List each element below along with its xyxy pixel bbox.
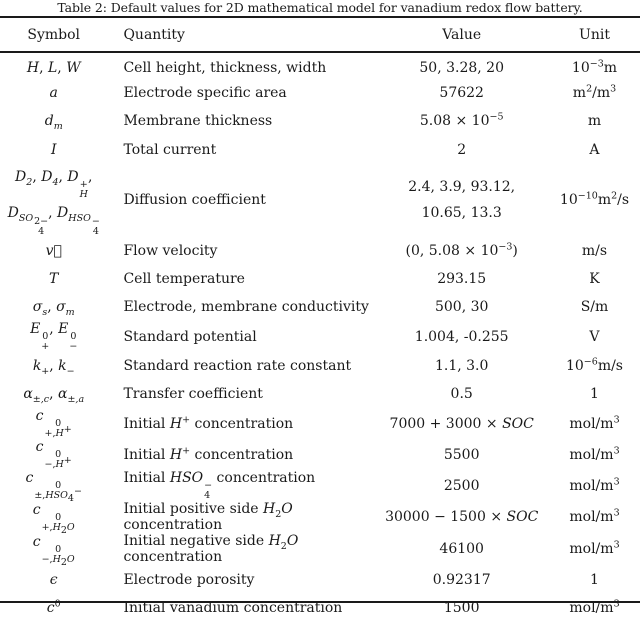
symbol-cell: c 0 $\pm,HSO_4^-$ <box>25 470 82 505</box>
quantity-cell: Initial positive side $H_2O$ concentration <box>123 501 293 534</box>
symbol-cell: I <box>50 141 57 158</box>
quantity-cell: Initial negative side $H_2O$ concentration <box>123 533 299 566</box>
value-cell: 1.1, 3.0 <box>434 358 489 375</box>
value-cell: 293.15 <box>437 270 487 287</box>
quantity-cell: Total current <box>123 141 217 158</box>
table-row <box>0 408 640 439</box>
quantity-cell: Initial vanadium concentration <box>123 599 343 616</box>
unit-cell: mol/$m^3$ <box>569 598 620 616</box>
value-cell: 2500 <box>443 477 480 494</box>
symbol-cell: a <box>49 85 58 102</box>
table-row <box>0 470 640 501</box>
symbol-cell: $k_+$, $k_-$ <box>32 358 75 377</box>
quantity-cell: Diffusion coefficient <box>123 192 266 209</box>
table-row <box>0 136 640 164</box>
unit-cell: mol/$m^3$ <box>569 507 620 526</box>
table-row <box>0 79 640 107</box>
table-row <box>0 594 640 622</box>
unit-cell: 1 <box>590 386 599 403</box>
unit-cell: mol/$m^3$ <box>569 414 620 432</box>
value-cell: 1.004, -0.255 <box>414 328 509 345</box>
table-row <box>0 439 640 470</box>
symbol-cell: $\sigma_s$, $\sigma_m$ <box>32 299 75 318</box>
symbol-cell: c 0 $-,H_2O$ <box>32 533 75 568</box>
symbol-cell: H, L, W <box>26 60 81 77</box>
table-row <box>0 164 640 237</box>
unit-cell: $m^2/m^3$ <box>572 83 617 102</box>
header-unit: Unit <box>579 26 610 43</box>
symbol-cell: c 0 $+,H_2O$ <box>32 501 75 536</box>
table-row <box>0 565 640 593</box>
table-row <box>0 237 640 265</box>
header-value: Value <box>442 26 482 43</box>
symbol-cell: ϵ <box>49 571 58 588</box>
value-cell: 57622 <box>439 85 484 102</box>
value-cell: 5500 <box>443 446 480 463</box>
table-row <box>0 380 640 408</box>
quantity-cell: Standard potential <box>123 328 257 345</box>
value-cell: 1500 <box>443 599 480 616</box>
unit-cell: $10^{-6}m/s$ <box>565 356 623 375</box>
symbol-cell: c 0 −,H+ <box>35 439 72 471</box>
unit-cell: K <box>589 270 600 287</box>
value-line-2: 10.65, 13.3 <box>421 205 502 222</box>
table-row <box>0 51 640 79</box>
value-cell: 30000 − 1500 × SOC <box>385 509 539 526</box>
unit-cell: mol/$m^3$ <box>569 445 620 463</box>
header-symbol: Symbol <box>27 26 81 43</box>
symbol-cell: T <box>49 270 59 287</box>
unit-cell: V <box>589 328 600 345</box>
quantity-cell: Electrode specific area <box>123 85 287 102</box>
quantity-cell: Membrane thickness <box>123 113 273 130</box>
value-cell: 2 <box>457 141 467 158</box>
table-caption: Table 2: Default values for 2D mathematical model for vanadium redox flow battery. <box>57 0 583 15</box>
unit-cell: $10^{-3}m$ <box>571 58 618 77</box>
value-cell: 0.5 <box>450 386 473 403</box>
value-cell: 0.92317 <box>432 571 491 588</box>
symbol-cell: v⃗ <box>45 242 62 259</box>
table-row <box>0 321 640 352</box>
value-line-1: 2.4, 3.9, 93.12, <box>408 179 516 196</box>
value-cell: (0, $5.08 \times 10^{-3}$) <box>405 240 518 259</box>
quantity-cell: Electrode, membrane conductivity <box>123 299 369 316</box>
table-row <box>0 265 640 293</box>
symbol-cell: $d_m$ <box>44 113 63 133</box>
symbol-cell: c 0 +,H+ <box>35 408 72 440</box>
unit-cell: A <box>589 141 600 158</box>
quantity-cell: Transfer coefficient <box>123 386 263 403</box>
value-cell: 50, 3.28, 20 <box>419 60 504 77</box>
value-cell: 7000 + 3000 × SOC <box>389 415 534 432</box>
header-quantity: Quantity <box>123 26 185 43</box>
quantity-cell: Electrode porosity <box>123 571 255 588</box>
quantity-cell: Initial H+ concentration <box>123 414 294 432</box>
unit-cell: mol/$m^3$ <box>569 539 620 558</box>
symbol-cell: $\alpha_{\pm,c}$, $\alpha_{\pm,a}$ <box>23 386 85 406</box>
symbol-cell: E 0 + , E 0 − <box>30 321 78 353</box>
table-row <box>0 501 640 533</box>
quantity-cell: Initial HSO − 4 concentration <box>123 470 316 502</box>
table-row <box>0 533 640 565</box>
table-row <box>0 293 640 321</box>
table-row <box>0 107 640 135</box>
quantity-cell: Cell height, thickness, width <box>123 60 327 77</box>
parameters-table <box>0 18 640 622</box>
unit-cell: m <box>587 113 602 130</box>
symbol-cell: $c^0$ <box>46 598 61 616</box>
value-cell <box>374 164 549 237</box>
table-row <box>0 352 640 380</box>
unit-cell: mol/$m^3$ <box>569 476 620 494</box>
value-cell: $5.08 \times 10^{-5}$ <box>419 111 504 130</box>
unit-cell: S/m <box>580 299 609 316</box>
header-row <box>0 18 640 51</box>
symbol-cell: $D_2$, $D_4$, D + H , $D_{SO 2- 4}$ , $D_{HSO - 4}$ <box>7 168 100 237</box>
value-cell: 500, 30 <box>434 299 489 316</box>
quantity-cell: Flow velocity <box>123 242 218 259</box>
quantity-cell: Standard reaction rate constant <box>123 358 352 375</box>
unit-cell: m/s <box>581 242 608 259</box>
unit-cell: $10^{-10}m^2/s$ <box>559 190 630 209</box>
unit-cell: 1 <box>590 571 599 588</box>
value-cell: 46100 <box>439 541 484 558</box>
quantity-cell: Initial H+ concentration <box>123 445 294 463</box>
quantity-cell: Cell temperature <box>123 270 245 287</box>
